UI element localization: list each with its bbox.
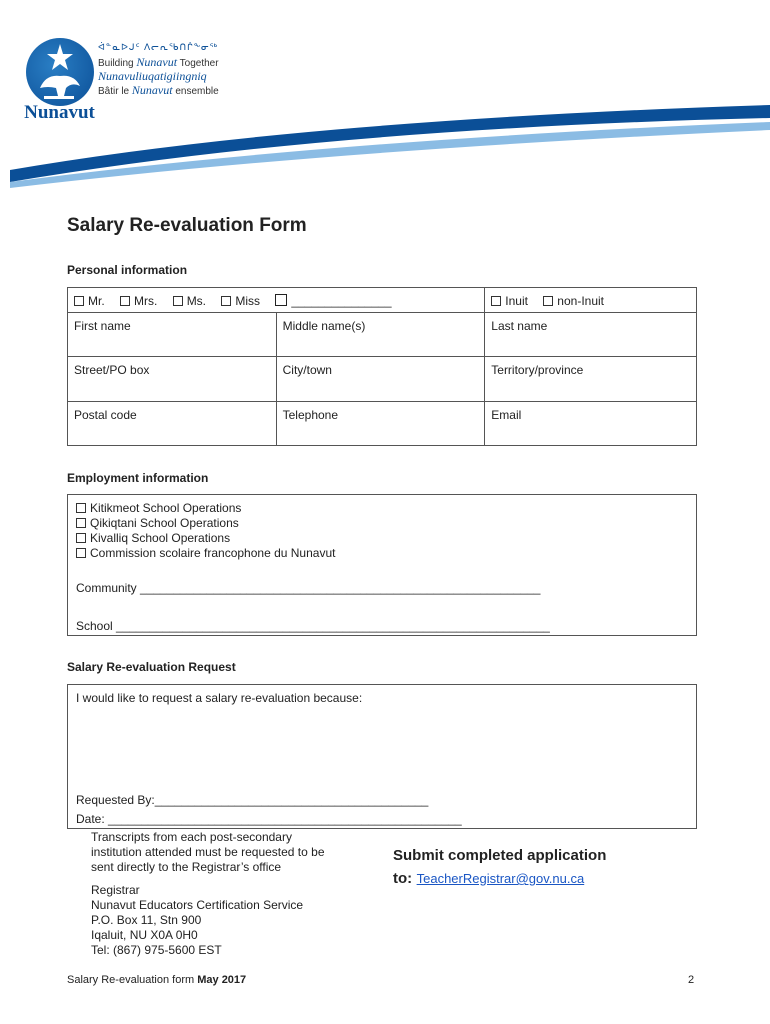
non-inuit-checkbox[interactable]: non-Inuit [543,294,604,308]
polar-bear-star-icon [26,38,94,106]
header-swoosh [0,100,770,190]
title-miss-checkbox[interactable]: Miss [221,294,260,308]
tagline-inuktitut: Nunavuliuqatigiingniq [98,69,207,83]
status-options [485,288,697,313]
postal-code-field[interactable]: Postal code [68,402,277,446]
tagline-french: Bâtir le Nunavut ensemble [98,83,219,97]
inuit-checkbox[interactable]: Inuit [491,294,528,308]
registrar-address: Registrar Nunavut Educators Certification Service P.O. Box 11, Stn 900 Iqaluit, NU X0A 0H0 Tel: (867) 975-5600 EST [91,883,304,957]
email-field[interactable]: Email [485,402,697,446]
contact-row [68,402,697,446]
title-row [68,288,697,313]
last-name-field[interactable]: Last name [485,313,697,357]
territory-field[interactable]: Territory/province [485,357,697,402]
footer-doc-label: Salary Re-evaluation form May 2017 [67,974,247,986]
form-title: Salary Re-evaluation Form [67,215,307,236]
school-field[interactable]: School _________________________________________________________________ [76,619,550,633]
middle-name-field[interactable]: Middle name(s) [276,313,485,357]
kitikmeot-checkbox[interactable]: Kitikmeot School Operations [76,501,241,515]
transcripts-note: Transcripts from each post-secondary institution attended must be requested to be sent directly to the Registrar’s office [91,830,325,874]
qikiqtani-checkbox[interactable]: Qikiqtani School Operations [76,516,239,530]
date-field[interactable]: Date: _____________________________________________________ [76,812,462,826]
title-mrs-checkbox[interactable]: Mrs. [120,294,157,308]
telephone-field[interactable]: Telephone [276,402,485,446]
personal-info-heading: Personal information [67,263,188,277]
personal-info-table [67,287,697,446]
tagline-english: Building Nunavut Together [98,55,219,69]
request-box [67,684,697,829]
street-field[interactable]: Street/PO box [68,357,277,402]
logo-wordmark: Nunavut [24,102,95,123]
employment-box [67,494,697,636]
request-prompt: I would like to request a salary re-evaluation because: [76,691,363,705]
page-number: 2 [688,974,695,986]
employment-heading: Employment information [67,471,209,485]
address-row [68,357,697,402]
title-options [68,288,485,313]
title-other-checkbox[interactable]: _______________ [275,294,391,308]
community-field[interactable]: Community ____________________________________________________________ [76,581,541,595]
first-name-field[interactable]: First name [68,313,277,357]
submit-to-label: to: [393,870,413,887]
csfn-checkbox[interactable]: Commission scolaire francophone du Nunavut [76,546,335,560]
name-row [68,313,697,357]
submit-to-line [393,870,584,888]
kivalliq-checkbox[interactable]: Kivalliq School Operations [76,531,230,545]
title-mr-checkbox[interactable]: Mr. [74,294,105,308]
registrar-email-link[interactable]: TeacherRegistrar@gov.nu.ca [416,871,585,886]
title-ms-checkbox[interactable]: Ms. [173,294,206,308]
requested-by-field[interactable]: Requested By:_________________________________________ [76,793,429,807]
submit-heading: Submit completed application [393,847,607,864]
request-heading: Salary Re-evaluation Request [67,660,236,674]
syllabics-tagline: ᐋᓐᓇᐅᒍᑦ ᐱᓕᕆᖃᑎᒌᖕᓂᖅ [98,42,219,52]
city-field[interactable]: City/town [276,357,485,402]
logo-emblem [26,38,94,106]
